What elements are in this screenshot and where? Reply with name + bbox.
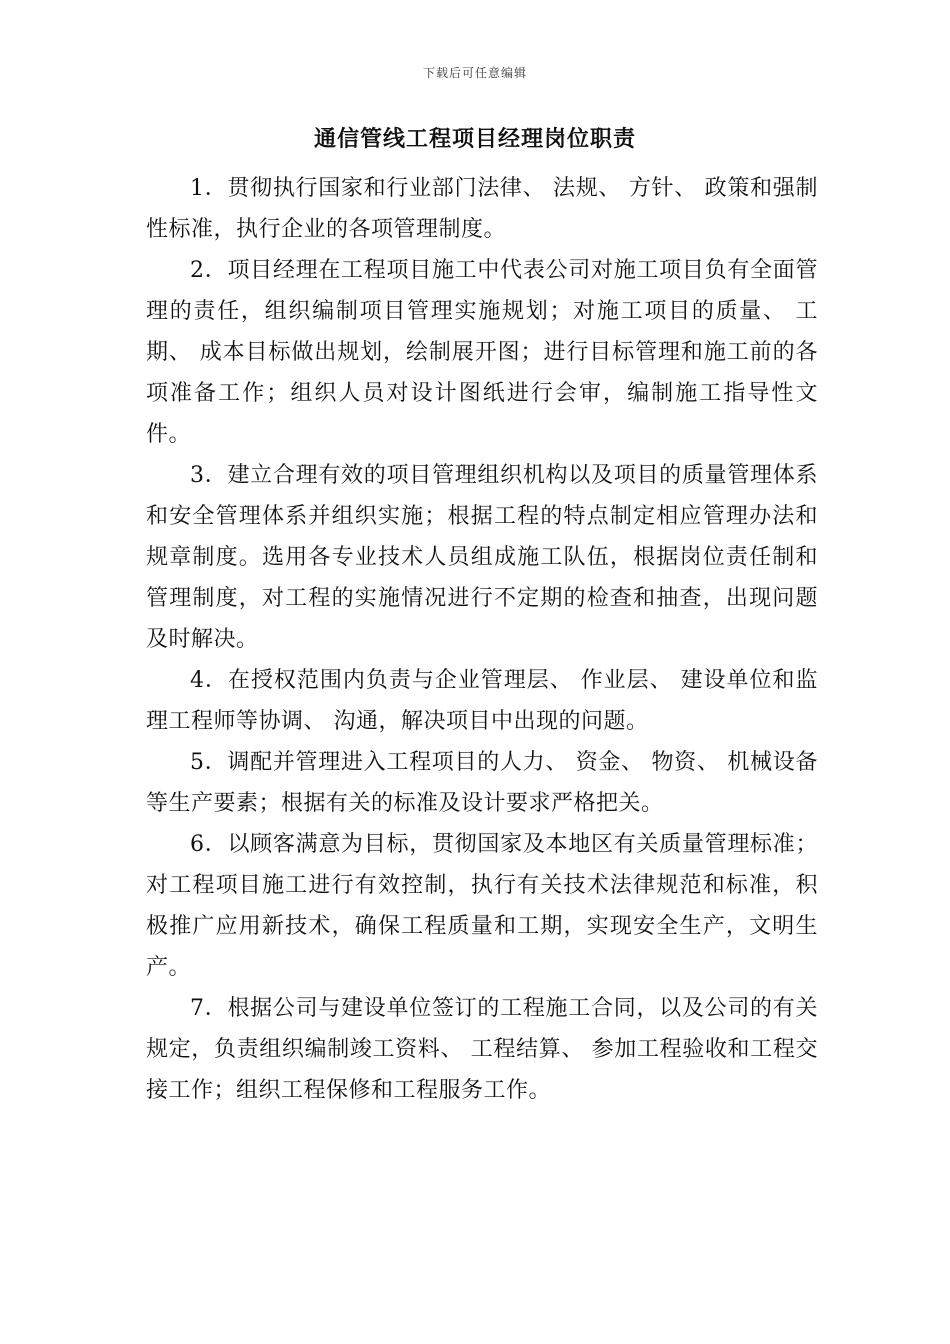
- duty-paragraph-4: 4．在授权范围内负责与企业管理层、 作业层、 建设单位和监理工程师等协调、 沟通，解决项目中出现的问题。: [146, 668, 818, 734]
- duty-paragraph-5: 5．调配并管理进入工程项目的人力、 资金、 物资、 机械设备等生产要素；根据有关的标准及设计要求严格把关。: [146, 750, 818, 816]
- duty-paragraph-7: 7．根据公司与建设单位签订的工程施工合同，以及公司的有关规定，负责组织编制竣工资料、 工程结算、 参加工程验收和工程交接工作；组织工程保修和工程服务工作。: [146, 996, 818, 1103]
- duty-paragraph-2: 2．项目经理在工程项目施工中代表公司对施工项目负有全面管理的责任，组织编制项目管理实施规划；对施工项目的质量、 工期、 成本目标做出规划，绘制展开图；进行目标管理和施工前的各项准备工作；组织人员对设计图纸进行会审，编制施工指导性文件。: [146, 258, 818, 447]
- document-title: 通信管线工程项目经理岗位职责: [313, 127, 636, 152]
- header-note: 下载后可任意编辑: [422, 66, 527, 80]
- duty-paragraph-3: 3．建立合理有效的项目管理组织机构以及项目的质量管理体系和安全管理体系并组织实施；根据工程的特点制定相应管理办法和规章制度。选用各专业技术人员组成施工队伍，根据岗位责任制和管理制度，对工程的实施情况进行不定期的检查和抽查，出现问题及时解决。: [146, 463, 818, 652]
- duty-paragraph-6: 6．以顾客满意为目标，贯彻国家及本地区有关质量管理标准； 对工程项目施工进行有效控制，执行有关技术法律规范和标准，积极推广应用新技术，确保工程质量和工期，实现安全生产，文明生产。: [146, 832, 818, 980]
- document-body: [146, 168, 818, 1111]
- duty-paragraph-1: 1．贯彻执行国家和行业部门法律、 法规、 方针、 政策和强制性标准，执行企业的各项管理制度。: [146, 176, 818, 242]
